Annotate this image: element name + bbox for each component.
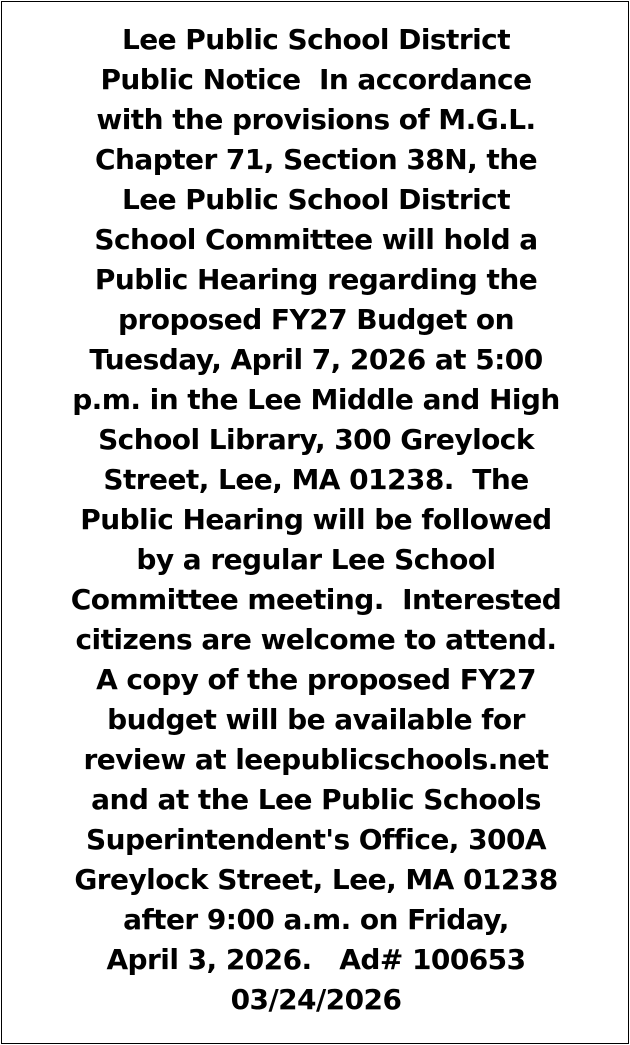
notice-line: Lee Public School District bbox=[121, 23, 511, 56]
notice-line: Public Notice In accordance bbox=[100, 63, 532, 96]
notice-line: Public Hearing will be followed bbox=[80, 503, 552, 536]
notice-line: Street, Lee, MA 01238. The bbox=[103, 463, 529, 496]
notice-body bbox=[2, 20, 630, 1020]
notice-line: p.m. in the Lee Middle and High bbox=[72, 383, 560, 416]
notice-line: Lee Public School District bbox=[121, 183, 511, 216]
notice-line: Superintendent's Office, 300A bbox=[85, 823, 547, 856]
notice-line: by a regular Lee School bbox=[136, 543, 496, 576]
notice-line: Tuesday, April 7, 2026 at 5:00 bbox=[89, 343, 543, 376]
notice-line: and at the Lee Public Schools bbox=[91, 783, 541, 816]
notice-line: proposed FY27 Budget on bbox=[118, 303, 514, 336]
notice-line: School Committee will hold a bbox=[94, 223, 538, 256]
notice-line: after 9:00 a.m. on Friday, bbox=[123, 903, 509, 936]
notice-line: with the provisions of M.G.L. bbox=[96, 103, 536, 136]
notice-line: Chapter 71, Section 38N, the bbox=[94, 143, 538, 176]
notice-line: citizens are welcome to attend. bbox=[75, 623, 557, 656]
notice-line: budget will be available for bbox=[107, 703, 525, 736]
notice-line-ad-number: April 3, 2026. Ad# 100653 bbox=[106, 943, 526, 976]
notice-frame bbox=[1, 1, 629, 1044]
notice-line: School Library, 300 Greylock bbox=[98, 423, 534, 456]
notice-date: 03/24/2026 bbox=[230, 983, 402, 1016]
notice-line: A copy of the proposed FY27 bbox=[96, 663, 536, 696]
notice-line: Public Hearing regarding the bbox=[94, 263, 538, 296]
notice-line-link: review at leepublicschools.net bbox=[83, 743, 549, 776]
notice-line: Greylock Street, Lee, MA 01238 bbox=[74, 863, 558, 896]
notice-line: Committee meeting. Interested bbox=[70, 583, 562, 616]
